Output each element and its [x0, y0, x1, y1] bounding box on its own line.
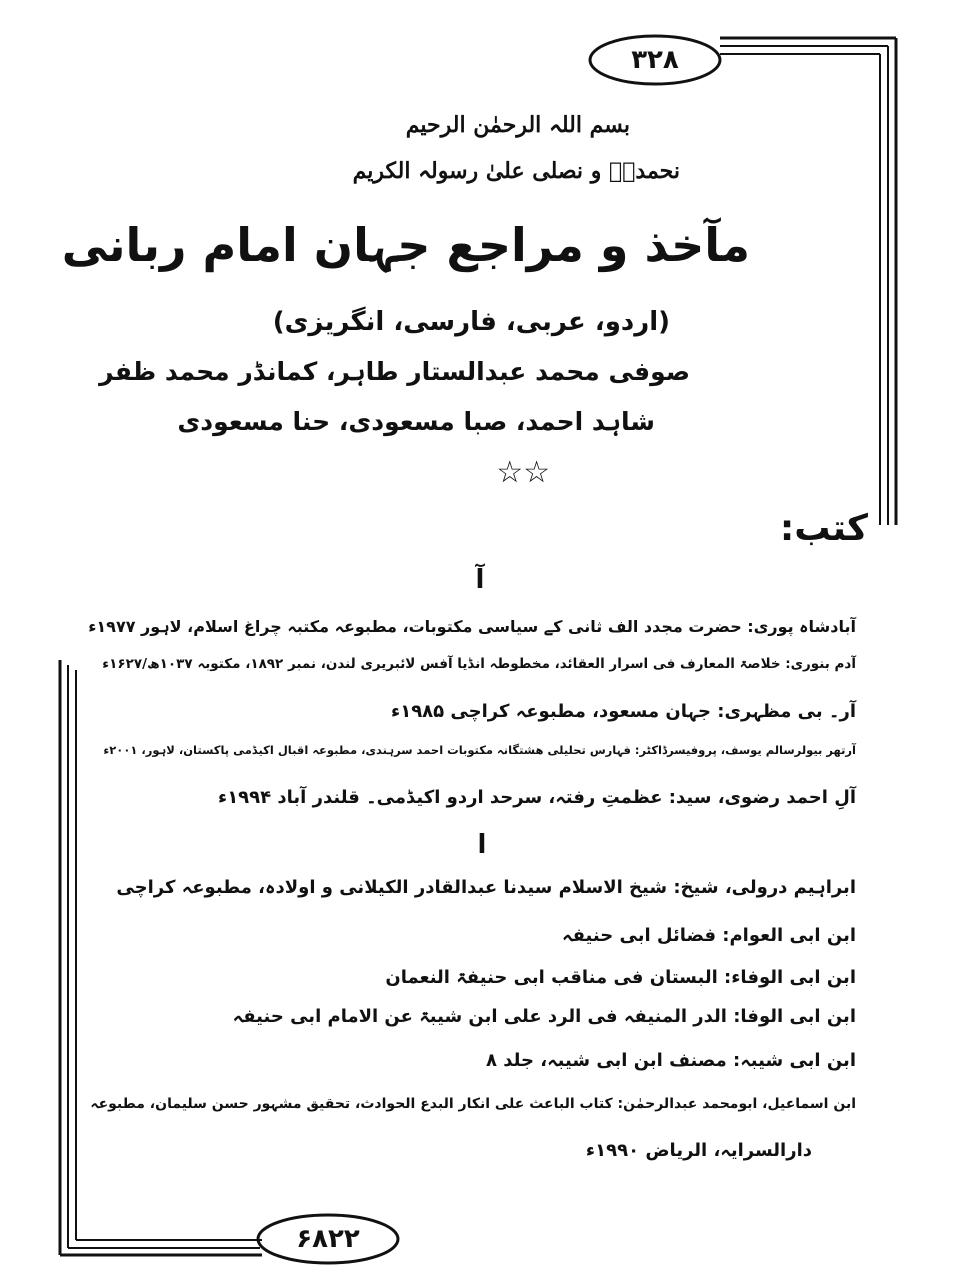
bibliography-entry-continuation: دارالسرایہ، الریاض ۱۹۹۰ء	[585, 1140, 812, 1161]
bibliography-entry: آر۔ بی مظہری: جہان مسعود، مطبوعہ کراچی ۱۹۸۵ء	[391, 701, 856, 722]
bottom-page-number: ۶۸۲۲	[296, 1224, 360, 1254]
bibliography-entry: ابن ابی العوام: فضائل ابی حنیفہ	[562, 925, 856, 946]
bibliography-entry: ابن ابی شیبہ: مصنف ابن ابی شیبہ، جلد ۸	[486, 1050, 856, 1071]
compilers-line-2: شاہد احمد، صبا مسعودی، حنا مسعودی	[177, 407, 655, 436]
bibliography-entry: ابن اسماعیل، ابومحمد عبدالرحمٰن: کتاب الباعث علی انکار البدع الحوادث، تحقیق مشہور حسن سلیمان، مطبوعہ	[90, 1096, 856, 1112]
group-letter-heading: آ	[475, 565, 485, 595]
bibliography-entry: ابراہیم درولی، شیخ: شیخ الاسلام سیدنا عبدالقادر الکیلانی و اولادہ، مطبوعہ کراچی	[116, 877, 856, 898]
top-page-number: ۳۲۸	[631, 45, 679, 75]
bibliography-entry: آدم بنوری: خلاصۃ المعارف فی اسرار العقائد، مخطوطہ انڈیا آفس لائبریری لندن، نمبر ۱۸۹۲، مکتوبہ ۱۰۳۷ھ/۱۶۲۷ء	[102, 656, 856, 672]
bibliography-entry: ابن ابی الوفاء: البستان فی مناقب ابی حنیفۃ النعمان	[385, 967, 856, 988]
salutation: نحمدہٗ و نصلی علیٰ رسولہ الکریم	[352, 158, 680, 184]
section-heading-books: کتب:	[779, 508, 868, 549]
languages-subtitle: (اردو، عربی، فارسی، انگریزی)	[272, 307, 670, 337]
compilers-line-1: صوفی محمد عبدالستار طاہر، کمانڈر محمد ظفر	[99, 357, 690, 386]
bibliography-entry: آبادشاہ پوری: حضرت مجدد الف ثانی کے سیاسی مکتوبات، مطبوعہ مکتبہ چراغ اسلام، لاہور ۱۹۷۷ء	[88, 617, 856, 636]
bibliography-entry: آرتھر بیولرسالم یوسف، پروفیسرڈاکٹر: فہارس تحلیلی ھشتگانہ مکتوبات احمد سرہندی، مطبوعہ اقبال اکیڈمی پاکستان، لاہور، ۲۰۰۱ء	[103, 743, 856, 757]
group-letter-heading: ا	[477, 830, 487, 860]
star-ornament: ☆☆	[496, 455, 550, 490]
bibliography-entry: ابن ابی الوفا: الدر المنیفہ فی الرد علی ابن شیبۃ عن الامام ابی حنیفہ	[232, 1006, 856, 1027]
bibliography-entry: آلِ احمد رضوی، سید: عظمتِ رفتہ، سرحد اردو اکیڈمی۔ قلندر آباد ۱۹۹۴ء	[217, 787, 856, 808]
page-title: مآخذ و مراجع جہان امام ربانی	[61, 218, 750, 272]
bismillah: بسم اللہ الرحمٰن الرحیم	[405, 112, 630, 138]
